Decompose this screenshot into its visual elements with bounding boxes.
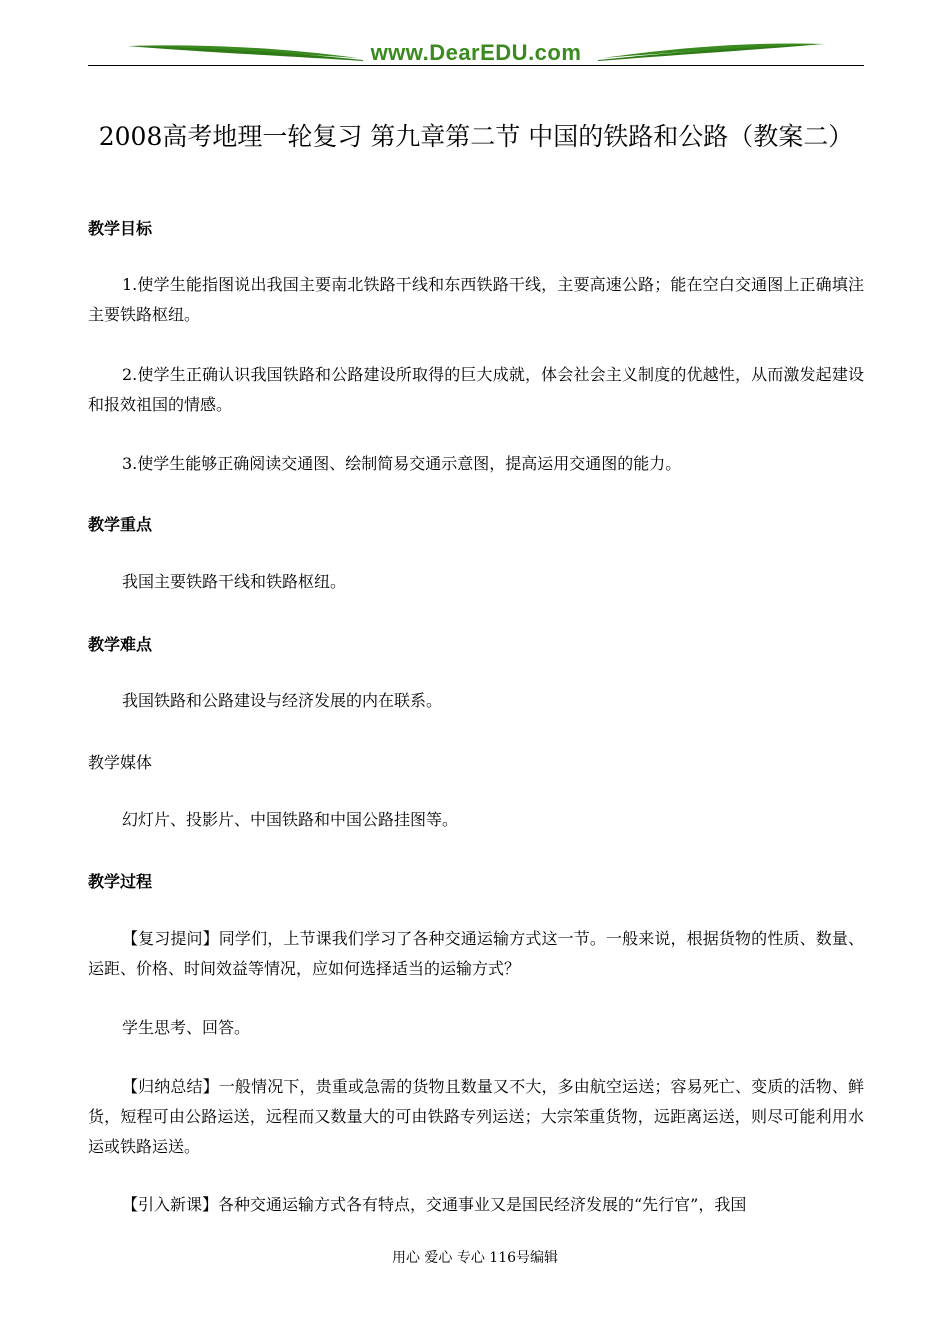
key-points-paragraph: 我国主要铁路干线和铁路枢纽。 bbox=[122, 572, 347, 591]
section-heading-key-points: 教学重点 bbox=[88, 515, 153, 534]
page-footer: 用心 爱心 专心 116号编辑 bbox=[391, 1250, 559, 1266]
goal-paragraph-3: 3.使学生能够正确阅读交通图、绘制简易交通示意图，提高运用交通图的能力。 bbox=[122, 454, 682, 473]
goal-paragraph-1: 1.使学生能指图说出我国主要南北铁路干线和东西铁路干线，主要高速公路；能在空白交通图上正确填注主要铁路枢纽。 bbox=[88, 275, 864, 324]
page-header bbox=[88, 38, 864, 68]
section-heading-media: 教学媒体 bbox=[88, 753, 153, 772]
section-heading-goals: 教学目标 bbox=[88, 219, 153, 238]
goal-paragraph-2: 2.使学生正确认识我国铁路和公路建设所取得的巨大成就，体会社会主义制度的优越性，从而激发起建设和报效祖国的情感。 bbox=[88, 365, 864, 414]
difficulty-paragraph: 我国铁路和公路建设与经济发展的内在联系。 bbox=[122, 691, 443, 710]
review-paragraph: 【复习提问】同学们，上节课我们学习了各种交通运输方式这一节。一般来说，根据货物的性质、数量、运距、价格、时间效益等情况，应如何选择适当的运输方式？ bbox=[88, 929, 864, 978]
summary-paragraph: 【归纳总结】一般情况下，贵重或急需的货物且数量又不大，多由航空运送；容易死亡、变质的活物、鲜货，短程可由公路运送，远程而又数量大的可由铁路专列运送；大宗笨重货物，远距离运送，则尽可能利用水运或铁路运送。 bbox=[88, 1077, 864, 1156]
header-divider bbox=[88, 65, 864, 66]
intro-paragraph: 【引入新课】各种交通运输方式各有特点，交通事业又是国民经济发展的“先行官”，我国 bbox=[122, 1195, 747, 1214]
student-response-paragraph: 学生思考、回答。 bbox=[122, 1018, 251, 1037]
section-heading-difficulty: 教学难点 bbox=[88, 635, 153, 654]
site-logo: www.DearEDU.com bbox=[370, 40, 582, 65]
section-heading-process: 教学过程 bbox=[88, 872, 153, 891]
document-title: 2008高考地理一轮复习 第九章第二节 中国的铁路和公路（教案二） bbox=[98, 122, 854, 151]
media-paragraph: 幻灯片、投影片、中国铁路和中国公路挂图等。 bbox=[122, 810, 459, 829]
